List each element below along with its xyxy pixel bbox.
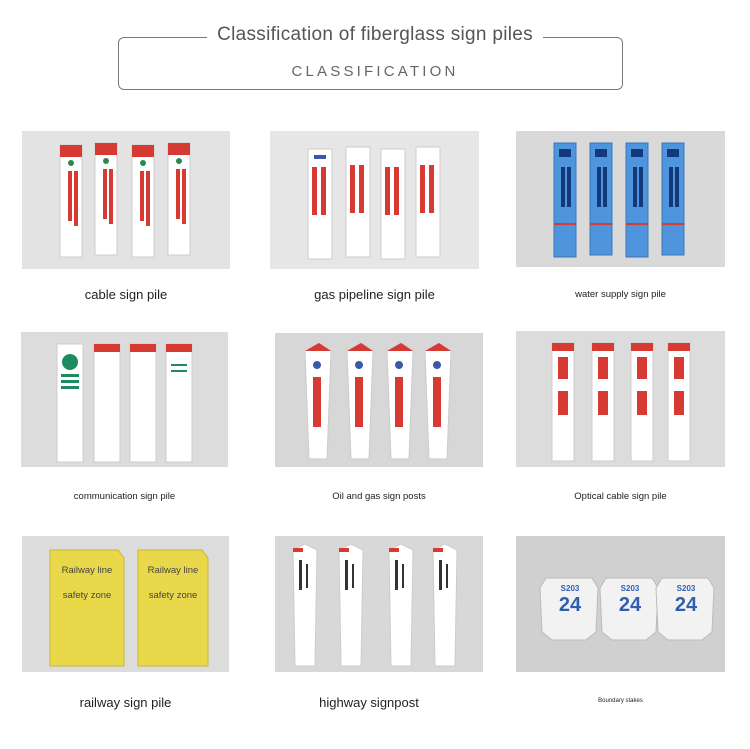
railway-pile-illustration	[22, 536, 229, 672]
boundary-code-2: S203	[620, 584, 640, 593]
cable-pile-illustration	[22, 131, 230, 269]
railway-sign-pile-photo[interactable]	[22, 536, 229, 672]
caption-cable-sign-pile: cable sign pile	[84, 287, 168, 302]
caption-oil-and-gas-sign-posts: Oil and gas sign posts	[332, 491, 426, 502]
railway-label-right-line1: Railway line	[147, 565, 199, 576]
optical-cable-sign-pile-photo[interactable]	[516, 331, 725, 467]
water-supply-sign-pile-photo[interactable]	[516, 131, 725, 267]
communication-pile-illustration	[21, 332, 228, 467]
boundary-code-1: S203	[560, 584, 580, 593]
caption-highway-signpost: highway signpost	[319, 695, 419, 710]
oil-and-gas-sign-posts-photo[interactable]	[275, 333, 483, 467]
cable-sign-pile-photo[interactable]	[22, 131, 230, 269]
highway-signpost-photo[interactable]	[275, 536, 483, 672]
gas-pile-illustration	[270, 131, 479, 269]
boundary-number-3: 24	[674, 594, 698, 616]
boundary-code-3: S203	[676, 584, 696, 593]
communication-sign-pile-photo[interactable]	[21, 332, 228, 467]
railway-label-right-line2: safety zone	[148, 590, 198, 601]
boundary-stakes-photo[interactable]	[516, 536, 725, 672]
page-subtitle: CLASSIFICATION	[291, 63, 459, 80]
boundary-number-1: 24	[558, 594, 582, 616]
caption-railway-sign-pile: railway sign pile	[79, 695, 172, 710]
caption-gas-pipeline-sign-pile: gas pipeline sign pile	[314, 287, 435, 302]
highway-pile-illustration	[275, 536, 483, 672]
page-title: Classification of fiberglass sign piles	[0, 24, 750, 46]
railway-label-left-line2: safety zone	[62, 590, 112, 601]
gas-pipeline-sign-pile-photo[interactable]	[270, 131, 479, 269]
caption-optical-cable-sign-pile: Optical cable sign pile	[574, 491, 667, 502]
railway-label-left-line1: Railway line	[61, 565, 113, 576]
caption-water-supply-sign-pile: water supply sign pile	[575, 289, 666, 300]
boundary-number-2: 24	[618, 594, 642, 616]
water-pile-illustration	[516, 131, 725, 267]
optical-pile-illustration	[516, 331, 725, 467]
caption-boundary-stakes: Boundary stakes	[598, 698, 643, 704]
oil-gas-pile-illustration	[275, 333, 483, 467]
caption-communication-sign-pile: communication sign pile	[73, 491, 176, 502]
